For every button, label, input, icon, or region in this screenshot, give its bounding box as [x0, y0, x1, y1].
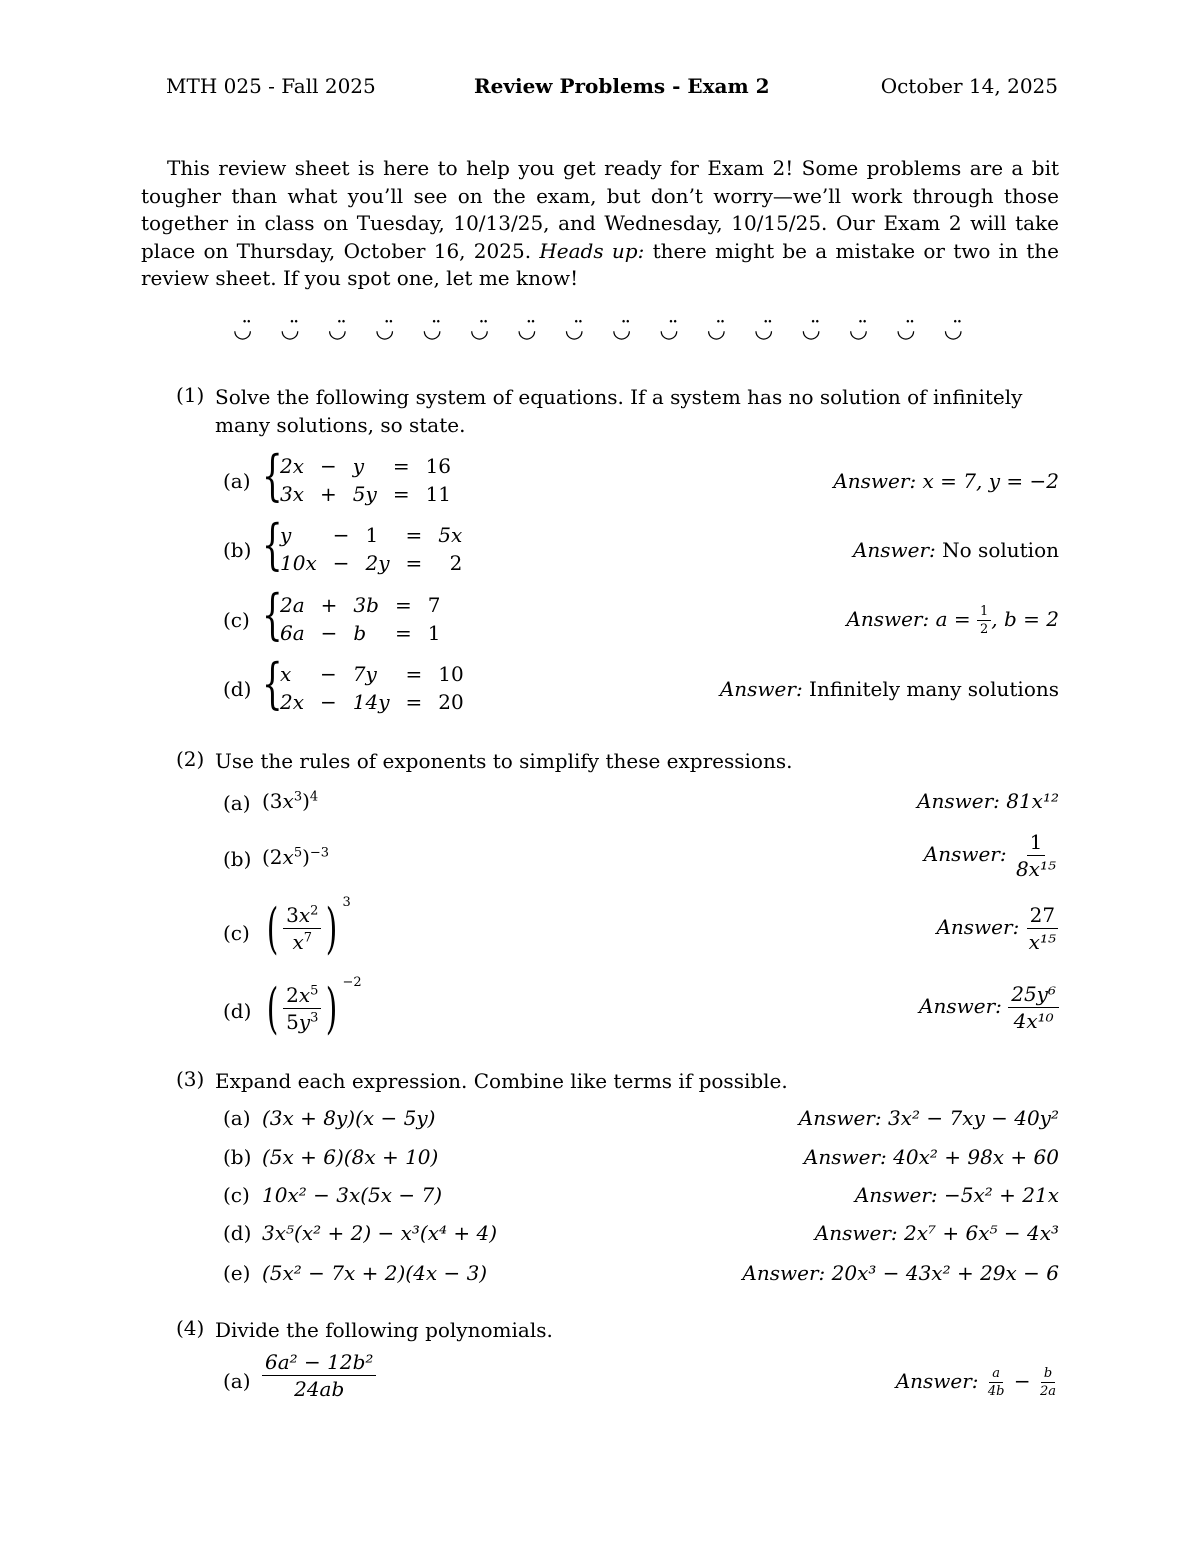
fraction-numerator: 1: [1027, 830, 1046, 856]
smiley-icon: ◡̈: [233, 318, 253, 343]
problem-3c-expression: 10x² − 3x(5x − 7): [262, 1183, 443, 1207]
problem-1c-answer: [846, 604, 1059, 637]
problem-3d-expression: 3x⁵(x² + 2) − x³(x⁴ + 4): [262, 1221, 497, 1245]
system-operator: +: [320, 593, 338, 617]
answer-value: 2x⁷ + 6x⁵ − 4x³: [903, 1221, 1059, 1245]
system-term: 3b: [353, 593, 379, 617]
smiley-icon: ◡̈: [564, 318, 584, 343]
problem-2a-label: (a): [223, 791, 251, 815]
system-operator: −: [320, 454, 337, 478]
system-term: 2y: [365, 551, 390, 575]
smiley-icon: ◡̈: [327, 318, 347, 343]
system-row: [278, 688, 472, 716]
system-term: y: [352, 454, 365, 478]
answer-label: Answer:: [719, 677, 803, 701]
system-term: 2x: [280, 454, 305, 478]
heads-up-label: Heads up:: [539, 238, 645, 263]
fraction-denominator: 2: [980, 622, 989, 637]
problem-4-text: Divide the following polynomials.: [215, 1318, 553, 1342]
problem-4-number: (4): [176, 1316, 205, 1340]
answer-value: 3x² − 7xy − 40y²: [887, 1106, 1059, 1130]
problem-2-number: (2): [176, 747, 205, 771]
problem-2b-answer: [924, 830, 1059, 881]
smiley-icon: ◡̈: [801, 318, 821, 343]
fraction-numerator: 6a² − 12b²: [262, 1350, 376, 1376]
problem-3c-answer: [855, 1183, 1059, 1207]
intro-paragraph: [141, 155, 1059, 293]
problem-2c-label: (c): [223, 921, 250, 945]
system-row: [278, 549, 470, 577]
problem-3a-label: (a): [223, 1106, 251, 1130]
answer-fraction: [1013, 830, 1059, 881]
answer-value: 20x³ − 43x² + 29x − 6: [831, 1261, 1059, 1285]
answer-label: Answer:: [846, 607, 930, 631]
problem-2c-answer: [936, 903, 1059, 954]
system-term: x: [280, 662, 292, 686]
problem-1b-answer: [853, 538, 1059, 562]
brace-icon: {: [262, 652, 283, 715]
problem-2d-answer: [919, 982, 1059, 1033]
system-term: 5x: [438, 523, 463, 547]
smiley-icon: ◡̈: [848, 318, 869, 343]
system-operator: +: [320, 482, 337, 506]
system-term: 2a: [280, 593, 305, 617]
problem-2d-expression: ( $\frac{2x^5}{5y^3}$ ) $^{-2}$: [266, 975, 362, 1040]
problem-1d-answer: [720, 677, 1059, 701]
answer-label: Answer:: [895, 1369, 979, 1393]
answer-value: Infinitely many solutions: [809, 677, 1059, 701]
answer-label: Answer:: [923, 842, 1007, 866]
system-equals: =: [392, 482, 410, 506]
problem-3e-label: (e): [223, 1261, 251, 1285]
problem-3-text: Expand each expression. Combine like terms if possible.: [215, 1069, 788, 1093]
answer-value: 81x¹²: [1006, 789, 1059, 813]
fraction-numerator: 27: [1027, 903, 1058, 929]
smiley-icon: ◡̈: [517, 318, 537, 343]
system-row: [278, 660, 472, 688]
problem-3b-answer: [804, 1145, 1059, 1169]
answer-label: Answer:: [919, 994, 1002, 1018]
problem-1a-answer: [833, 469, 1059, 493]
smiley-icon: ◡̈: [422, 318, 442, 343]
system-row: [278, 521, 470, 549]
answer-value: , b = 2: [991, 607, 1059, 631]
problem-4a-label: (a): [223, 1369, 251, 1393]
system-operator: −: [320, 662, 337, 686]
problem-2d-label: (d): [223, 999, 252, 1023]
system-row: [278, 591, 448, 619]
problem-2b-expression: $(2x^5)^{-3}$: [262, 845, 330, 869]
system-operator: −: [332, 551, 350, 575]
answer-value: a =: [935, 607, 977, 631]
system-term: 7y: [352, 662, 377, 686]
smiley-icon: ◡̈: [469, 318, 490, 343]
answer-label: Answer:: [854, 1183, 938, 1207]
problem-3a-answer: [799, 1106, 1059, 1130]
system-term: 7: [427, 593, 441, 617]
problem-1b-label: (b): [223, 538, 252, 562]
problem-3-number: (3): [176, 1067, 205, 1091]
problem-2b-label: (b): [223, 847, 252, 871]
smiley-icon: ◡̈: [706, 318, 726, 343]
fraction-denominator: 24ab: [294, 1377, 345, 1401]
problem-4a-expression: [262, 1350, 376, 1401]
smiley-icon: ◡̈: [754, 318, 774, 343]
answer-value: 40x² + 98x + 60: [893, 1145, 1059, 1169]
problem-1d-label: (d): [223, 677, 252, 701]
system-term: 6a: [280, 621, 305, 645]
problem-1-number: (1): [176, 383, 205, 407]
system-row: [278, 619, 448, 647]
fraction-denominator: 8x¹⁵: [1015, 857, 1056, 881]
system-term: 1: [427, 621, 441, 645]
problem-2a-answer: [917, 789, 1059, 813]
brace-icon: {: [262, 513, 283, 576]
system-equals: =: [405, 523, 423, 547]
answer-label: Answer:: [917, 789, 1000, 813]
problem-3a-expression: (3x + 8y)(x − 5y): [262, 1106, 436, 1130]
brace-icon: {: [262, 444, 283, 507]
system-term: 2: [449, 551, 463, 575]
system-term: 14y: [352, 690, 390, 714]
answer-fraction: [977, 604, 991, 637]
smiley-icon: ◡̈: [280, 318, 300, 343]
smiley-icon: ◡̈: [659, 318, 679, 343]
system-term: 1: [365, 523, 379, 547]
answer-label: Answer:: [852, 538, 936, 562]
fraction-denominator: x¹⁵: [1028, 930, 1056, 954]
problem-2c-expression: ( $\frac{3x^2}{x^7}$ ) $^3$: [266, 895, 351, 960]
problem-1-text: Solve the following system of equations. If a system has no solution of infinitely many solutions, so state.: [215, 385, 1023, 437]
answer-label: Answer:: [742, 1261, 826, 1285]
intro-text-2: there might be a mistake or two in the review sheet. If you spot one, let me know!: [141, 238, 1059, 290]
answer-value: No solution: [942, 538, 1059, 562]
smiley-icon: ◡̈: [375, 318, 395, 343]
system-equals: =: [405, 690, 423, 714]
system-equals: =: [394, 621, 412, 645]
problem-2-text: Use the rules of exponents to simplify these expressions.: [215, 749, 793, 773]
system-row: [278, 480, 459, 508]
brace-icon: {: [262, 583, 283, 646]
answer-value: −5x² + 21x: [944, 1183, 1059, 1207]
system-row: [278, 452, 459, 480]
system-term: y: [280, 523, 292, 547]
expression-fraction: [262, 1350, 376, 1401]
fraction-numerator: 1: [977, 604, 991, 621]
problem-3b-label: (b): [223, 1145, 252, 1169]
document-title: Review Problems - Exam 2: [474, 74, 770, 98]
problem-3e-expression: (5x² − 7x + 2)(4x − 3): [262, 1261, 488, 1285]
system-operator: −: [332, 523, 350, 547]
system-term: 10: [438, 662, 464, 686]
smiley-icon: ◡̈: [896, 318, 916, 343]
smiley-icon: ◡̈: [612, 318, 632, 343]
system-operator: −: [320, 621, 338, 645]
problem-3c-label: (c): [223, 1183, 250, 1207]
system-term: 5y: [352, 482, 377, 506]
system-operator: −: [320, 690, 337, 714]
answer-fraction: [1008, 982, 1059, 1033]
system-equals: =: [405, 662, 423, 686]
system-term: 16: [425, 454, 452, 478]
fraction-denominator: 4x¹⁰: [1013, 1009, 1054, 1033]
system-term: 2x: [280, 690, 305, 714]
problem-2a-expression: $(3x^3)^4$: [262, 789, 319, 813]
problem-4a-answer: Answer: $\frac{a}{4b}$ − $\frac{b}{2a}$: [895, 1366, 1056, 1399]
system-equals: =: [392, 454, 410, 478]
answer-label: Answer:: [833, 469, 917, 493]
system-term: 20: [438, 690, 464, 714]
problem-3d-answer: [815, 1221, 1059, 1245]
system-equals: =: [394, 593, 412, 617]
system-term: 11: [425, 482, 452, 506]
answer-label: Answer:: [798, 1106, 882, 1130]
problem-1c-label: (c): [223, 608, 250, 632]
system-term: b: [353, 621, 367, 645]
system-term: 10x: [280, 551, 317, 575]
system-term: 3x: [280, 482, 305, 506]
answer-value: x = 7, y = −2: [922, 469, 1059, 493]
course-label: MTH 025 - Fall 2025: [166, 74, 376, 98]
problem-3e-answer: [742, 1261, 1059, 1285]
smiley-icon: ◡̈: [943, 318, 963, 343]
answer-label: Answer:: [936, 915, 1020, 939]
smiley-row: [233, 318, 963, 343]
system-equals: =: [405, 551, 423, 575]
document-date: October 14, 2025: [880, 74, 1058, 98]
fraction-numerator: 25y⁶: [1008, 982, 1059, 1008]
intro-text-1: This review sheet is here to help you get ready for Exam 2! Some problems are a bit tougher than what you’ll see on the exam, but don’t worry—we’ll work through those together in class on Tuesday, 10/13/25, and Wednesday, 10/15/25. Our Exam 2 will take place on Thursday, October 16, 2025.: [141, 156, 1059, 263]
problem-3d-label: (d): [223, 1221, 252, 1245]
problem-1a-label: (a): [223, 469, 251, 493]
answer-fraction: [1026, 903, 1059, 954]
answer-label: Answer:: [803, 1145, 887, 1169]
answer-label: Answer:: [814, 1221, 898, 1245]
problem-3b-expression: (5x + 6)(8x + 10): [262, 1145, 439, 1169]
